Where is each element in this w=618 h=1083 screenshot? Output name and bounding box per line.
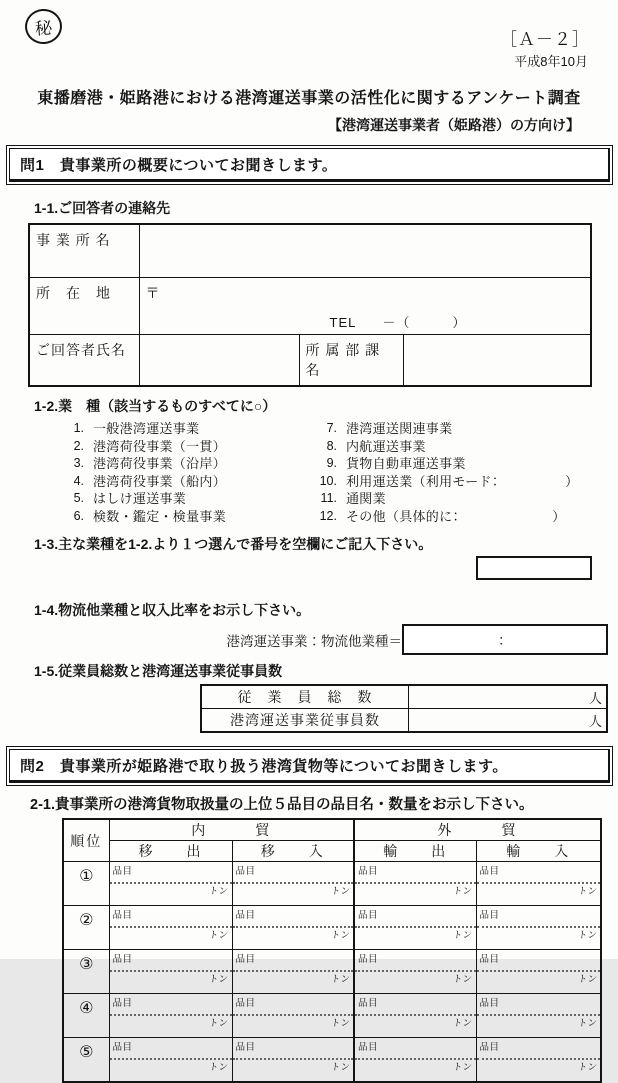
cargo-cell[interactable] — [232, 994, 354, 1038]
item-label: 品目 — [235, 998, 256, 1009]
rank-cell: ④ — [63, 994, 109, 1038]
industry-option-label: 港湾荷役事業（一貫） — [93, 438, 227, 454]
industry-option-number: 6. — [73, 508, 84, 523]
industry-option-number: 3. — [73, 456, 84, 470]
industry-option-number: 8. — [326, 438, 337, 453]
cargo-cell[interactable] — [476, 950, 601, 994]
industry-options-right — [315, 420, 618, 525]
cargo-row — [63, 1038, 601, 1083]
tel-format: －（ ） — [382, 315, 467, 330]
question1-title: 問1 貴事業所の概要についてお聞きします。 — [9, 148, 610, 182]
cargo-row — [63, 950, 601, 994]
industry-option-number: 9. — [326, 456, 337, 470]
item-label: 品目 — [358, 1042, 379, 1053]
cargo-cell[interactable] — [476, 1038, 601, 1083]
cargo-cell[interactable] — [354, 1038, 476, 1083]
ratio-formula-label: 港湾運送事業：物流他業種＝ — [226, 633, 402, 649]
export-header: 輸 出 — [354, 841, 476, 862]
total-employees-label: 従 業 員 総 数 — [201, 685, 409, 709]
question1-header-box — [6, 145, 613, 185]
item-label: 品目 — [479, 866, 500, 877]
unit-label: トン — [330, 1018, 351, 1029]
rank-cell: ① — [63, 862, 109, 906]
cargo-cell[interactable] — [476, 906, 601, 950]
total-employees-field[interactable] — [409, 685, 608, 709]
unit-label: トン — [577, 974, 598, 985]
audience-note: 【港湾運送事業者（姫路港）の方向け】 — [328, 117, 580, 133]
industry-option-number: 7. — [326, 421, 337, 435]
item-label: 品目 — [112, 866, 133, 877]
section-1-2-label: 1-2.業 種（該当するものすべてに○） — [34, 398, 277, 414]
industry-option[interactable] — [315, 490, 618, 508]
department-field[interactable] — [403, 335, 591, 387]
cargo-cell[interactable] — [354, 950, 476, 994]
unit-label: トン — [330, 1062, 351, 1073]
employees-table — [200, 684, 608, 733]
industry-options-left — [62, 420, 315, 525]
tel-line[interactable] — [330, 312, 467, 331]
ratio-row — [0, 624, 608, 655]
address-field[interactable] — [139, 278, 591, 335]
industry-option-number: 2. — [73, 438, 84, 453]
section-1-5-label: 1-5.従業員総数と港湾運送事業従事員数 — [34, 663, 283, 679]
industry-option[interactable] — [62, 508, 315, 526]
industry-option-label: 貨物自動車運送事業 — [346, 456, 466, 471]
item-label: 品目 — [358, 910, 379, 921]
table-row — [201, 709, 607, 733]
cargo-cell[interactable] — [109, 994, 232, 1038]
cargo-cell[interactable] — [354, 994, 476, 1038]
unit-label: トン — [452, 886, 473, 897]
domestic-trade-header: 内 貿 — [109, 819, 354, 841]
section-1-3-label: 1-3.主な業種を1-2.より１つ選んで番号を空欄にご記入下さい。 — [34, 536, 433, 552]
cargo-cell[interactable] — [109, 862, 232, 906]
cargo-header-row-2 — [63, 841, 601, 862]
secret-stamp-text: 秘 — [34, 18, 53, 39]
item-label: 品目 — [479, 1042, 500, 1053]
cargo-cell[interactable] — [232, 906, 354, 950]
industry-option[interactable] — [315, 473, 618, 491]
unit-label: トン — [330, 974, 351, 985]
cargo-table — [62, 818, 602, 1083]
industry-option[interactable] — [62, 420, 315, 438]
item-label: 品目 — [235, 1042, 256, 1053]
tel-label: TEL — [329, 315, 357, 330]
item-label: 品目 — [358, 866, 379, 877]
ratio-separator: ： — [498, 631, 512, 648]
industry-option[interactable] — [315, 508, 618, 526]
industry-option-label: はしけ運送事業 — [93, 491, 187, 506]
industry-option-label: 一般港湾運送事業 — [93, 421, 200, 436]
item-label: 品目 — [112, 954, 133, 965]
unit-label: トン — [330, 886, 351, 897]
cargo-cell[interactable] — [109, 1038, 232, 1083]
cargo-row — [63, 862, 601, 906]
industry-options — [62, 420, 618, 525]
rank-cell: ② — [63, 906, 109, 950]
item-label: 品目 — [358, 998, 379, 1009]
cargo-cell[interactable] — [354, 862, 476, 906]
industry-option-label: 港湾荷役事業（船内） — [93, 473, 227, 489]
office-name-field[interactable] — [139, 224, 591, 278]
industry-option-number: 12. — [319, 508, 337, 523]
industry-option-number: 5. — [73, 491, 84, 505]
item-label: 品目 — [112, 910, 133, 921]
doc-code: ［Ａ－２］ — [500, 30, 590, 49]
industry-option-label: その他（具体的に： ） — [346, 508, 566, 524]
inbound-domestic-header: 移 入 — [232, 841, 354, 862]
industry-option[interactable] — [62, 490, 315, 508]
industry-option-number: 4. — [73, 473, 84, 488]
respondent-name-label: ご回答者氏名 — [29, 335, 139, 387]
industry-option-label: 港湾荷役事業（沿岸） — [93, 456, 227, 471]
section-1-1-label: 1-1.ご回答者の連絡先 — [34, 200, 171, 216]
unit-label: トン — [208, 1062, 229, 1073]
unit-label: トン — [208, 886, 229, 897]
cargo-row — [63, 994, 601, 1038]
cargo-cell[interactable] — [109, 950, 232, 994]
unit-person: 人 — [588, 713, 602, 729]
cargo-row — [63, 906, 601, 950]
port-employees-label: 港湾運送事業従事員数 — [201, 709, 409, 733]
unit-label: トン — [452, 1062, 473, 1073]
unit-label: トン — [577, 1062, 598, 1073]
industry-option[interactable] — [62, 455, 315, 473]
doc-date: 平成8年10月 — [514, 54, 588, 69]
main-industry-answer-box[interactable] — [476, 556, 592, 580]
cargo-cell[interactable] — [476, 994, 601, 1038]
item-label: 品目 — [235, 866, 256, 877]
item-label: 品目 — [112, 998, 133, 1009]
office-name-label: 事 業 所 名 — [29, 224, 139, 278]
item-label: 品目 — [358, 954, 379, 965]
unit-label: トン — [577, 930, 598, 941]
industry-option-label: 利用運送業（利用モード： ） — [346, 473, 579, 489]
item-label: 品目 — [479, 998, 500, 1009]
cargo-cell[interactable] — [109, 906, 232, 950]
ratio-answer-box[interactable] — [402, 624, 608, 655]
cargo-header-row-1 — [63, 819, 601, 841]
department-label: 所 属 部 課 名 — [299, 335, 403, 387]
industry-option-label: 港湾運送関連事業 — [346, 421, 453, 436]
industry-option[interactable] — [62, 473, 315, 491]
rank-cell: ③ — [63, 950, 109, 994]
foreign-trade-header: 外 貿 — [354, 819, 601, 841]
cargo-cell[interactable] — [232, 862, 354, 906]
industry-option[interactable] — [315, 420, 618, 438]
outbound-domestic-header: 移 出 — [109, 841, 232, 862]
port-employees-field[interactable] — [409, 709, 608, 733]
unit-label: トン — [452, 974, 473, 985]
address-label: 所 在 地 — [29, 278, 139, 335]
industry-option-label: 通関業 — [346, 491, 386, 506]
contact-table — [28, 223, 592, 387]
industry-option-label: 内航運送事業 — [346, 438, 426, 454]
unit-label: トン — [577, 1018, 598, 1029]
unit-label: トン — [208, 930, 229, 941]
industry-option[interactable] — [315, 455, 618, 473]
item-label: 品目 — [235, 954, 256, 965]
section-2-1-label: 2-1.貴事業所の港湾貨物取扱量の上位５品目の品目名・数量をお示し下さい。 — [30, 797, 534, 813]
postal-mark: 〒 — [145, 285, 160, 301]
industry-option[interactable] — [62, 438, 315, 456]
cargo-cell[interactable] — [476, 862, 601, 906]
unit-label: トン — [330, 930, 351, 941]
item-label: 品目 — [235, 910, 256, 921]
industry-option[interactable] — [315, 438, 618, 456]
unit-label: トン — [452, 1018, 473, 1029]
item-label: 品目 — [112, 1042, 133, 1053]
rank-header: 順位 — [63, 819, 109, 862]
page-title: 東播磨港・姫路港における港湾運送事業の活性化に関するアンケート調査 — [37, 90, 581, 107]
item-label: 品目 — [479, 910, 500, 921]
industry-option-label: 検数・鑑定・検量事業 — [93, 508, 227, 524]
industry-option-number: 1. — [73, 421, 84, 435]
item-label: 品目 — [479, 954, 500, 965]
table-row — [201, 685, 607, 709]
industry-option-number: 10. — [319, 473, 337, 488]
cargo-cell[interactable] — [232, 950, 354, 994]
question2-title: 問2 貴事業所が姫路港で取り扱う港湾貨物等についてお聞きします。 — [9, 749, 610, 783]
industry-option-number: 11. — [320, 491, 337, 505]
unit-label: トン — [208, 974, 229, 985]
cargo-cell[interactable] — [232, 1038, 354, 1083]
unit-person: 人 — [588, 690, 602, 706]
cargo-cell[interactable] — [354, 906, 476, 950]
unit-label: トン — [208, 1018, 229, 1029]
rank-cell: ⑤ — [63, 1038, 109, 1083]
question2-header-box — [6, 746, 613, 786]
section-1-4-label: 1-4.物流他業種と収入比率をお示し下さい。 — [34, 602, 311, 618]
respondent-name-field[interactable] — [139, 335, 299, 387]
import-header: 輸 入 — [476, 841, 601, 862]
unit-label: トン — [452, 930, 473, 941]
unit-label: トン — [577, 886, 598, 897]
